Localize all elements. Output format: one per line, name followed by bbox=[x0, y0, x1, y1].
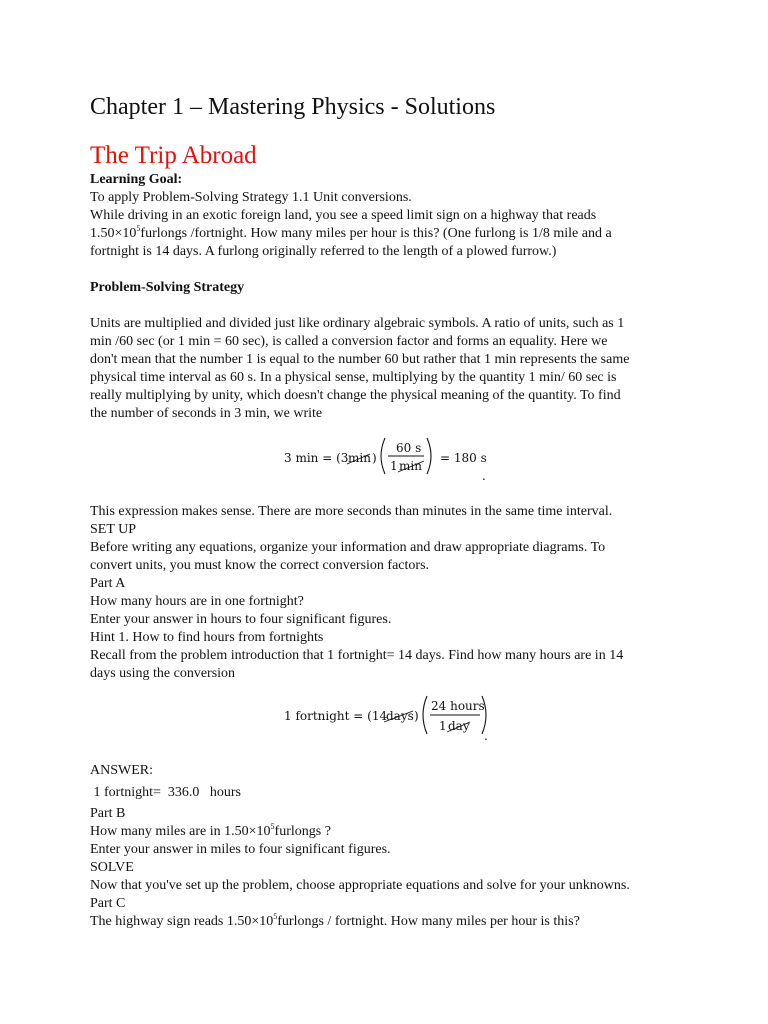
speed-exponent: 5 bbox=[136, 224, 141, 233]
strategy-line: min /60 sec (or 1 min = 60 sec), is called a conversion factor and forms an equality. Here we bbox=[90, 334, 608, 349]
strategy-line: Units are multiplied and divided just like ordinary algebraic symbols. A ratio of units, such as 1 bbox=[90, 316, 625, 331]
learning-goal-label: Learning Goal: bbox=[90, 172, 183, 187]
eq1-numerator: 60 s bbox=[396, 441, 422, 455]
part-c-label: Part C bbox=[90, 896, 126, 911]
answer-value: 1 fortnight= 336.0 hours bbox=[90, 785, 241, 800]
solve-line: Now that you've set up the problem, choose appropriate equations and solve for your unknowns. bbox=[90, 878, 630, 893]
part-b-question-start: How many miles are in 1.50×10 bbox=[90, 824, 271, 839]
set-up-label: SET UP bbox=[90, 522, 137, 537]
part-c-question-end: furlongs / fortnight. How many miles per hour is this? bbox=[277, 914, 580, 929]
strategy-heading: Problem-Solving Strategy bbox=[90, 280, 245, 295]
part-b-question-end: furlongs ? bbox=[274, 824, 331, 839]
solve-label: SOLVE bbox=[90, 860, 134, 875]
eq1-left-paren bbox=[381, 438, 385, 474]
eq2-trailing-dot: . bbox=[484, 729, 488, 743]
eq1-denominator-unit: min bbox=[399, 459, 422, 473]
hint-title: Hint 1. How to find hours from fortnights bbox=[90, 630, 324, 645]
problem-title: The Trip Abroad bbox=[90, 142, 257, 169]
eq1-rhs: = 180 s bbox=[440, 451, 487, 465]
strategy-line: physical time interval as 60 s. In a physical sense, multiplying by the quantity 1 min/ 60 sec is bbox=[90, 370, 617, 385]
intro-line-3-rest: furlongs /fortnight. How many miles per hour is this? (One furlong is 1/8 mile and a bbox=[140, 226, 612, 241]
intro-line-4: fortnight is 14 days. A furlong originally referred to the length of a plowed furrow.) bbox=[90, 244, 557, 259]
eq1-right-paren bbox=[427, 438, 431, 474]
strategy-line: really multiplying by unity, which doesn't change the physical meaning of the quantity. To find bbox=[90, 388, 621, 403]
eq2-denominator-number: 1 bbox=[439, 719, 447, 733]
eq1-close-paren: ) bbox=[372, 451, 377, 465]
part-b-instruction: Enter your answer in miles to four significant figures. bbox=[90, 842, 391, 857]
part-a-label: Part A bbox=[90, 576, 126, 591]
part-a-question: How many hours are in one fortnight? bbox=[90, 594, 304, 609]
eq2-denominator-unit: day bbox=[448, 719, 470, 733]
part-a-instruction: Enter your answer in hours to four significant figures. bbox=[90, 612, 392, 627]
eq1-lhs: 3 min = (3 bbox=[284, 451, 349, 465]
equation-seconds-in-3-min bbox=[284, 434, 504, 484]
part-c-question bbox=[90, 913, 580, 931]
eq2-lhs: 1 fortnight = (14 bbox=[284, 709, 388, 723]
part-c-exponent: 5 bbox=[273, 912, 278, 921]
eq2-struck-unit: days bbox=[386, 709, 414, 723]
part-b-label: Part B bbox=[90, 806, 126, 821]
strategy-line: don't mean that the number 1 is equal to the number 60 but rather that 1 min represents the same bbox=[90, 352, 630, 367]
hint-line: days using the conversion bbox=[90, 666, 236, 681]
answer-label: ANSWER: bbox=[90, 763, 153, 778]
part-b-question bbox=[90, 823, 331, 841]
eq1-denominator-number: 1 bbox=[390, 459, 398, 473]
body-line: This expression makes sense. There are more seconds than minutes in the same time interval. bbox=[90, 504, 613, 519]
eq2-close-paren: ) bbox=[414, 709, 419, 723]
strategy-line: the number of seconds in 3 min, we write bbox=[90, 406, 323, 421]
equation-hours-in-fortnight bbox=[284, 694, 504, 744]
body-line: Before writing any equations, organize your information and draw appropriate diagrams. To bbox=[90, 540, 606, 555]
part-b-exponent: 5 bbox=[270, 822, 275, 831]
hint-line: Recall from the problem introduction that 1 fortnight= 14 days. Find how many hours are in 14 bbox=[90, 648, 624, 663]
speed-value: 1.50×10 bbox=[90, 226, 137, 241]
body-line: convert units, you must know the correct conversion factors. bbox=[90, 558, 430, 573]
intro-line-3 bbox=[90, 225, 612, 243]
chapter-title: Chapter 1 – Mastering Physics - Solutions bbox=[90, 94, 496, 120]
eq2-left-paren bbox=[423, 696, 427, 734]
eq2-numerator: 24 hours bbox=[431, 699, 485, 713]
intro-line-2: While driving in an exotic foreign land, you see a speed limit sign on a highway that reads bbox=[90, 208, 597, 223]
intro-line-1: To apply Problem-Solving Strategy 1.1 Unit conversions. bbox=[90, 190, 412, 205]
part-c-question-start: The highway sign reads 1.50×10 bbox=[90, 914, 274, 929]
eq1-struck-unit: min bbox=[348, 451, 371, 465]
eq1-trailing-dot: . bbox=[482, 469, 486, 483]
